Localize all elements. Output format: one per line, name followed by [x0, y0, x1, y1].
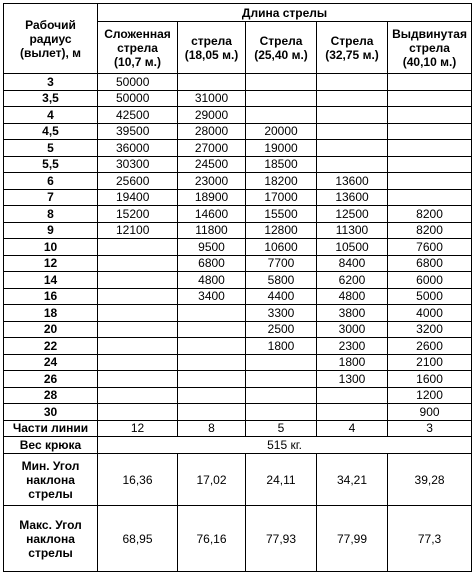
- load-cell: [317, 123, 388, 140]
- parts-line-cell: 12: [98, 420, 178, 437]
- radius-cell: 9: [4, 222, 98, 239]
- radius-cell: 5: [4, 140, 98, 157]
- min-angle-cell: 16,36: [98, 454, 178, 506]
- column-header-boom-18-05: стрела (18,05 м.): [178, 22, 246, 74]
- radius-cell: 7: [4, 189, 98, 206]
- radius-cell: 14: [4, 272, 98, 289]
- load-cell: 13600: [317, 189, 388, 206]
- table-row: [4, 189, 472, 206]
- radius-cell: 4: [4, 107, 98, 124]
- radius-header: Рабочий радиус (вылет), м: [4, 4, 98, 74]
- parts-line-cell: 8: [178, 420, 246, 437]
- load-cell: 11800: [178, 222, 246, 239]
- load-cell: 24500: [178, 156, 246, 173]
- load-cell: 29000: [178, 107, 246, 124]
- column-header-boom-10-7: Сложенная стрела (10,7 м.): [98, 22, 178, 74]
- load-cell: 13600: [317, 173, 388, 190]
- load-cell: 1800: [246, 338, 317, 355]
- radius-cell: 24: [4, 354, 98, 371]
- load-cell: 12800: [246, 222, 317, 239]
- min-angle-cell: 34,21: [317, 454, 388, 506]
- table-row: [4, 387, 472, 404]
- load-cell: 12100: [98, 222, 178, 239]
- radius-cell: 22: [4, 338, 98, 355]
- load-cell: 2500: [246, 321, 317, 338]
- load-cell: 50000: [98, 90, 178, 107]
- radius-cell: 20: [4, 321, 98, 338]
- load-cell: 17000: [246, 189, 317, 206]
- radius-cell: 16: [4, 288, 98, 305]
- radius-cell: 30: [4, 404, 98, 421]
- max-angle-cell: 77,93: [246, 506, 317, 572]
- load-cell: 8400: [317, 255, 388, 272]
- min-angle-cell: 17,02: [178, 454, 246, 506]
- load-cell: [98, 387, 178, 404]
- load-cell: 3300: [246, 305, 317, 322]
- load-cell: 2100: [388, 354, 472, 371]
- load-cell: 19000: [246, 140, 317, 157]
- table-row: [4, 321, 472, 338]
- load-cell: 23000: [178, 173, 246, 190]
- load-cell: 4400: [246, 288, 317, 305]
- max-angle-cell: 68,95: [98, 506, 178, 572]
- radius-cell: 4,5: [4, 123, 98, 140]
- load-cell: [98, 272, 178, 289]
- load-cell: [317, 107, 388, 124]
- load-cell: [98, 354, 178, 371]
- load-cell: [246, 107, 317, 124]
- table-row: [4, 272, 472, 289]
- load-cell: [388, 140, 472, 157]
- load-cell: [98, 321, 178, 338]
- load-cell: 9500: [178, 239, 246, 256]
- load-cell: 900: [388, 404, 472, 421]
- load-cell: 5000: [388, 288, 472, 305]
- load-cell: [178, 321, 246, 338]
- table-row: [4, 90, 472, 107]
- load-cell: [98, 239, 178, 256]
- load-cell: [388, 107, 472, 124]
- table-row: [4, 107, 472, 124]
- load-cell: [388, 173, 472, 190]
- load-cell: 39500: [98, 123, 178, 140]
- load-cell: [317, 404, 388, 421]
- radius-cell: 5,5: [4, 156, 98, 173]
- max-angle-cell: 77,99: [317, 506, 388, 572]
- radius-cell: 18: [4, 305, 98, 322]
- load-cell: 11300: [317, 222, 388, 239]
- load-cell: 18900: [178, 189, 246, 206]
- load-cell: 4000: [388, 305, 472, 322]
- load-cell: [246, 74, 317, 91]
- load-cell: 14600: [178, 206, 246, 223]
- load-cell: 20000: [246, 123, 317, 140]
- load-cell: 25600: [98, 173, 178, 190]
- load-cell: 15200: [98, 206, 178, 223]
- load-cell: [246, 387, 317, 404]
- header-row-top: [4, 4, 472, 22]
- radius-cell: 28: [4, 387, 98, 404]
- load-cell: 1200: [388, 387, 472, 404]
- load-cell: 31000: [178, 90, 246, 107]
- load-cell: 15500: [246, 206, 317, 223]
- parts-line-row: [4, 420, 472, 437]
- boom-length-header: Длина стрелы: [98, 4, 472, 22]
- load-cell: 18500: [246, 156, 317, 173]
- table-row: [4, 255, 472, 272]
- hook-weight-label: Вес крюка: [4, 437, 98, 454]
- load-cell: 3800: [317, 305, 388, 322]
- load-cell: 5800: [246, 272, 317, 289]
- hook-weight-row: [4, 437, 472, 454]
- table-row: [4, 338, 472, 355]
- load-cell: 2600: [388, 338, 472, 355]
- table-row: [4, 404, 472, 421]
- load-cell: [388, 123, 472, 140]
- radius-cell: 8: [4, 206, 98, 223]
- load-cell: 19400: [98, 189, 178, 206]
- load-cell: [317, 387, 388, 404]
- max-angle-cell: 77,3: [388, 506, 472, 572]
- load-cell: 42500: [98, 107, 178, 124]
- load-cell: [246, 90, 317, 107]
- radius-cell: 3: [4, 74, 98, 91]
- load-cell: [246, 354, 317, 371]
- min-angle-cell: 24,11: [246, 454, 317, 506]
- load-cell: [317, 74, 388, 91]
- load-cell: [98, 404, 178, 421]
- load-cell: [388, 90, 472, 107]
- load-cell: 10500: [317, 239, 388, 256]
- max-angle-cell: 76,16: [178, 506, 246, 572]
- load-cell: 2300: [317, 338, 388, 355]
- load-cell: [178, 338, 246, 355]
- load-cell: [178, 404, 246, 421]
- table-row: [4, 239, 472, 256]
- load-cell: [388, 74, 472, 91]
- load-cell: 18200: [246, 173, 317, 190]
- parts-line-cell: 4: [317, 420, 388, 437]
- table-row: [4, 305, 472, 322]
- radius-cell: 26: [4, 371, 98, 388]
- load-cell: 3200: [388, 321, 472, 338]
- load-cell: 1600: [388, 371, 472, 388]
- load-cell: 1300: [317, 371, 388, 388]
- load-cell: 36000: [98, 140, 178, 157]
- load-chart-container: [3, 3, 472, 572]
- load-cell: [178, 305, 246, 322]
- load-cell: 3000: [317, 321, 388, 338]
- min-angle-row: [4, 454, 472, 506]
- load-cell: [388, 189, 472, 206]
- radius-cell: 3,5: [4, 90, 98, 107]
- table-row: [4, 354, 472, 371]
- load-cell: 6800: [388, 255, 472, 272]
- radius-cell: 6: [4, 173, 98, 190]
- load-cell: [317, 90, 388, 107]
- load-cell: [98, 288, 178, 305]
- min-angle-cell: 39,28: [388, 454, 472, 506]
- radius-cell: 10: [4, 239, 98, 256]
- load-cell: 8200: [388, 222, 472, 239]
- table-row: [4, 74, 472, 91]
- column-header-boom-40-10: Выдвинутая стрела (40,10 м.): [388, 22, 472, 74]
- load-cell: 27000: [178, 140, 246, 157]
- table-row: [4, 288, 472, 305]
- column-header-boom-32-75: Стрела (32,75 м.): [317, 22, 388, 74]
- load-cell: [98, 338, 178, 355]
- max-angle-row: [4, 506, 472, 572]
- load-cell: [178, 387, 246, 404]
- load-cell: [178, 354, 246, 371]
- load-cell: [246, 371, 317, 388]
- load-cell: 7700: [246, 255, 317, 272]
- hook-weight-value: 515 кг.: [98, 437, 472, 454]
- table-row: [4, 371, 472, 388]
- load-cell: 4800: [317, 288, 388, 305]
- table-row: [4, 222, 472, 239]
- load-cell: [317, 140, 388, 157]
- load-cell: 50000: [98, 74, 178, 91]
- table-row: [4, 123, 472, 140]
- table-row: [4, 206, 472, 223]
- load-cell: 1800: [317, 354, 388, 371]
- load-cell: 3400: [178, 288, 246, 305]
- load-cell: [388, 156, 472, 173]
- max-angle-label: Макс. Угол наклона стрелы: [4, 506, 98, 572]
- load-cell: [246, 404, 317, 421]
- crane-load-table: [3, 3, 472, 572]
- load-cell: [98, 371, 178, 388]
- table-row: [4, 156, 472, 173]
- load-cell: 12500: [317, 206, 388, 223]
- radius-cell: 12: [4, 255, 98, 272]
- load-cell: 30300: [98, 156, 178, 173]
- column-header-boom-25-40: Стрела (25,40 м.): [246, 22, 317, 74]
- load-cell: [178, 74, 246, 91]
- load-cell: 6800: [178, 255, 246, 272]
- load-cell: 7600: [388, 239, 472, 256]
- load-cell: 6200: [317, 272, 388, 289]
- load-cell: [317, 156, 388, 173]
- load-cell: 10600: [246, 239, 317, 256]
- parts-line-cell: 3: [388, 420, 472, 437]
- table-row: [4, 140, 472, 157]
- load-cell: 8200: [388, 206, 472, 223]
- load-cell: [98, 255, 178, 272]
- load-cell: 28000: [178, 123, 246, 140]
- table-row: [4, 173, 472, 190]
- load-cell: 4800: [178, 272, 246, 289]
- load-cell: 6000: [388, 272, 472, 289]
- parts-line-label: Части линии: [4, 420, 98, 437]
- load-cell: [98, 305, 178, 322]
- parts-line-cell: 5: [246, 420, 317, 437]
- load-cell: [178, 371, 246, 388]
- min-angle-label: Мин. Угол наклона стрелы: [4, 454, 98, 506]
